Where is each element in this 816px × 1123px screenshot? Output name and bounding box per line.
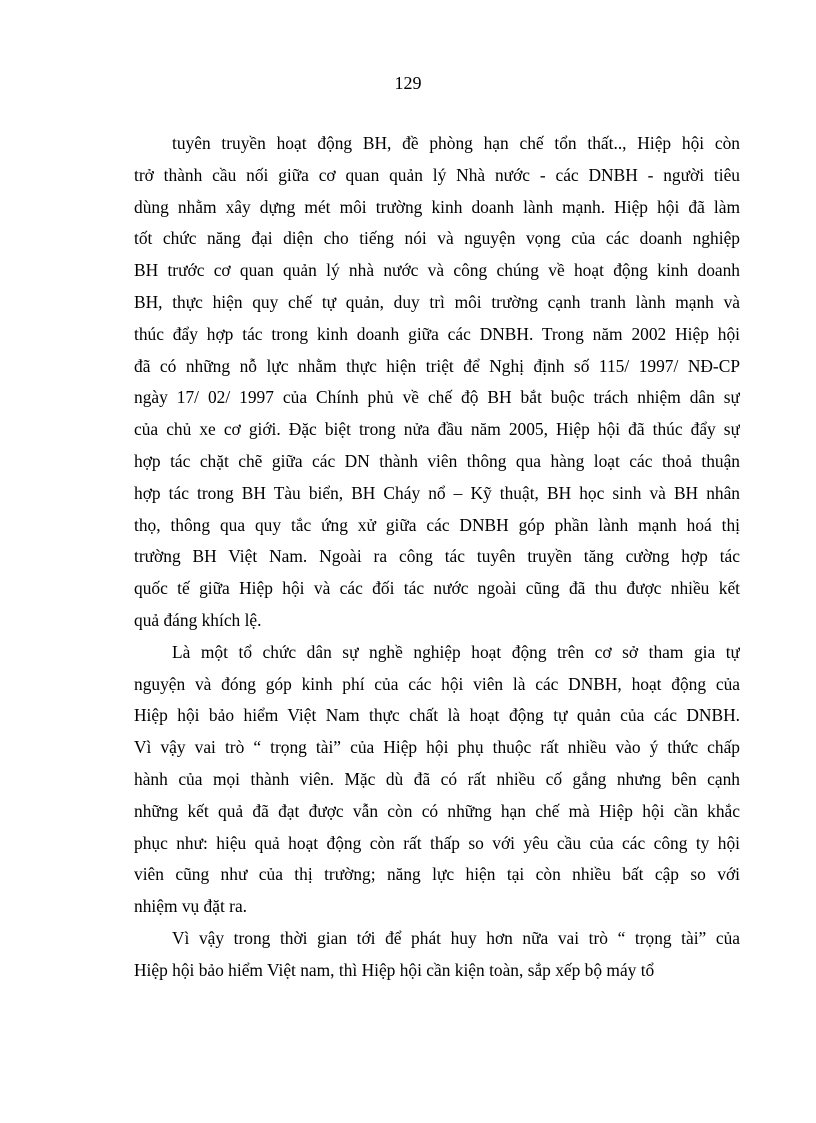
text-line: đã có những nỗ lực nhằm thực hiện triệt để Nghị định số 115/ 1997/ NĐ-CP	[134, 355, 740, 376]
text-line: Vì vậy trong thời gian tới để phát huy hơn nữa vai trò “ trọng tài” của	[172, 927, 740, 948]
text-line: trường BH Việt Nam. Ngoài ra công tác tuyên truyền tăng cường hợp tác	[134, 546, 740, 567]
text-line: Vì vậy vai trò “ trọng tài” của Hiệp hội phụ thuộc rất nhiều vào ý thức chấp	[134, 737, 740, 758]
text-line: của chủ xe cơ giới. Đặc biệt trong nửa đầu năm 2005, Hiệp hội đã thúc đẩy sự	[134, 419, 740, 440]
text-line: hợp tác chặt chẽ giữa các DN thành viên thông qua hàng loạt các thoả thuận	[134, 450, 740, 471]
text-line: tuyên truyền hoạt động BH, đề phòng hạn chế tổn thất.., Hiệp hội còn	[172, 133, 740, 153]
text-line: thọ, thông qua quy tắc ứng xử giữa các DNBH góp phần lành mạnh hoá thị	[134, 514, 740, 535]
text-line: BH trước cơ quan quản lý nhà nước và công chúng về hoạt động kinh doanh	[134, 260, 740, 281]
text-line: viên cũng như của thị trường; năng lực hiện tại còn nhiều bất cập so với	[134, 864, 740, 885]
page-number: 129	[394, 73, 422, 93]
text-line: Hiệp hội bảo hiểm Việt nam, thì Hiệp hội cần kiện toàn, sắp xếp bộ máy tổ	[134, 959, 655, 980]
text-line: những kết quả đã đạt được vẫn còn có những hạn chế mà Hiệp hội cần khắc	[134, 800, 740, 821]
text-line: phục như: hiệu quả hoạt động còn rất thấp so với yêu cầu của các công ty hội	[134, 832, 740, 853]
text-line: nhiệm vụ đặt ra.	[134, 896, 248, 917]
text-line: Hiệp hội bảo hiểm Việt Nam thực chất là hoạt động tự quản của các DNBH.	[134, 705, 740, 726]
text-line: thúc đẩy hợp tác trong kinh doanh giữa các DNBH. Trong năm 2002 Hiệp hội	[134, 323, 740, 344]
text-line: BH, thực hiện quy chế tự quản, duy trì môi trường cạnh tranh lành mạnh và	[134, 291, 740, 312]
text-line: tốt chức năng đại diện cho tiếng nói và nguyện vọng của các doanh nghiệp	[134, 228, 740, 249]
body-text	[134, 128, 740, 987]
text-line: hợp tác trong BH Tàu biển, BH Cháy nổ – Kỹ thuật, BH học sinh và BH nhân	[134, 482, 740, 503]
text-line: nguyện và đóng góp kinh phí của các hội viên là các DNBH, hoạt động của	[134, 673, 740, 694]
text-line: quốc tế giữa Hiệp hội và các đối tác nước ngoài cũng đã thu được nhiều kết	[134, 578, 740, 599]
text-line: quả đáng khích lệ.	[134, 609, 262, 630]
text-line: trở thành cầu nối giữa cơ quan quản lý Nhà nước - các DNBH - người tiêu	[134, 164, 740, 185]
text-line: dùng nhằm xây dựng mét môi trường kinh doanh lành mạnh. Hiệp hội đã làm	[134, 196, 740, 217]
text-line: Là một tổ chức dân sự nghề nghiệp hoạt động trên cơ sở tham gia tự	[172, 641, 740, 662]
text-line: ngày 17/ 02/ 1997 của Chính phủ về chế độ BH bắt buộc trách nhiệm dân sự	[134, 387, 740, 408]
text-line: hành của mọi thành viên. Mặc dù đã có rất nhiều cố gắng nhưng bên cạnh	[134, 768, 740, 789]
